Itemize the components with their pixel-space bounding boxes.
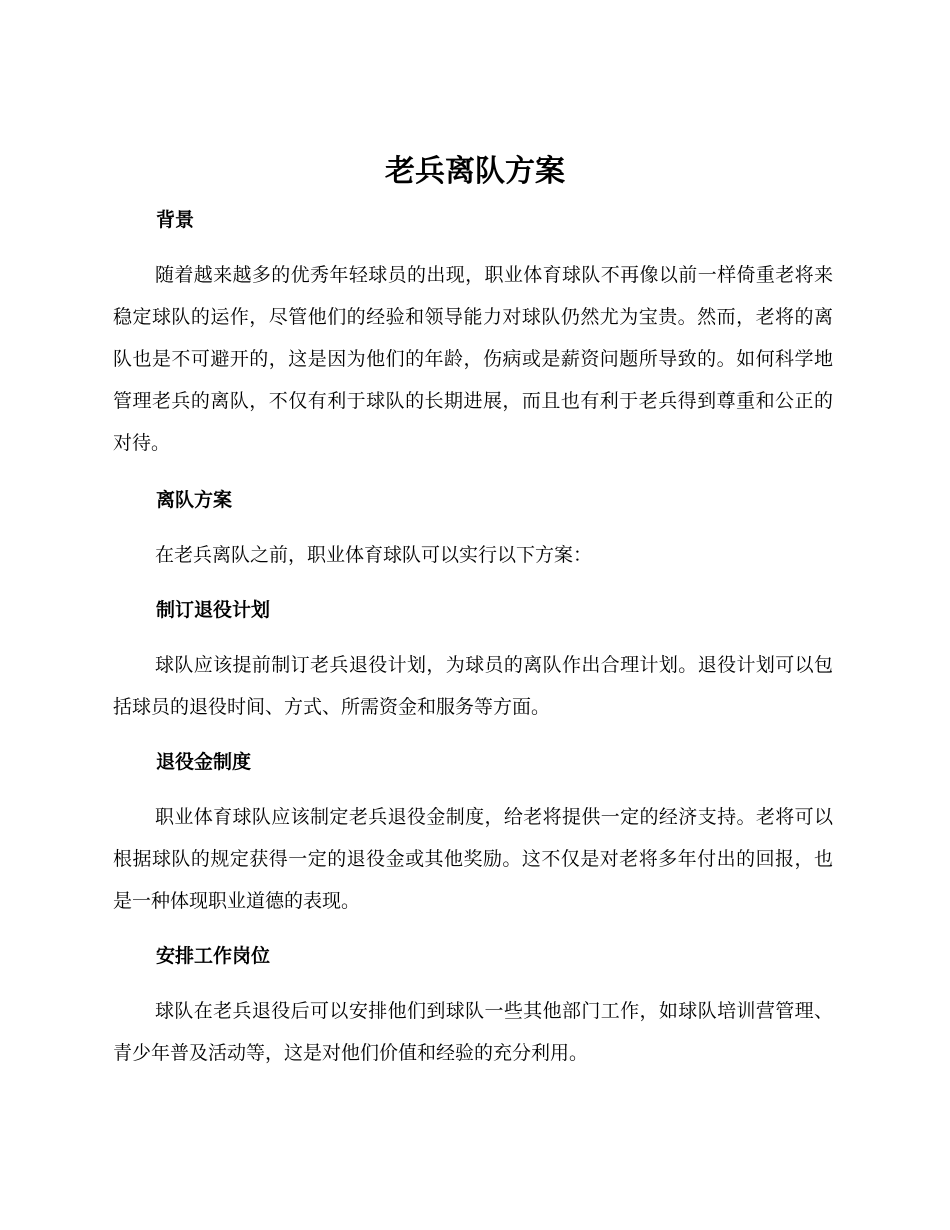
section-heading-pension-system: 退役金制度: [156, 751, 252, 773]
document-title: 老兵离队方案: [385, 154, 565, 189]
section-paragraph-departure-plan: 在老兵离队之前，职业体育球队可以实行以下方案：: [155, 544, 593, 566]
section-heading-job-placement: 安排工作岗位: [156, 945, 271, 967]
section-paragraph-job-placement: 球队在老兵退役后可以安排他们到球队一些其他部门工作，如球队培训营管理、青少年普及活动等，这是对他们价值和经验的充分利用。: [113, 1000, 833, 1064]
section-heading-retirement-plan: 制订退役计划: [156, 599, 271, 621]
section-paragraph-retirement-plan: 球队应该提前制订老兵退役计划，为球员的离队作出合理计划。退役计划可以包括球员的退役时间、方式、所需资金和服务等方面。: [113, 654, 833, 718]
section-paragraph-pension-system: 职业体育球队应该制定老兵退役金制度，给老将提供一定的经济支持。老将可以根据球队的规定获得一定的退役金或其他奖励。这不仅是对老将多年付出的回报，也是一种体现职业道德的表现。: [113, 806, 833, 912]
section-heading-departure-plan: 离队方案: [156, 489, 233, 511]
section-heading-background: 背景: [156, 209, 195, 231]
section-paragraph-background: 随着越来越多的优秀年轻球员的出现，职业体育球队不再像以前一样倚重老将来稳定球队的运作，尽管他们的经验和领导能力对球队仍然尤为宝贵。然而，老将的离队也是不可避开的，这是因为他们的年龄，伤病或是薪资问题所导致的。如何科学地管理老兵的离队，不仅有利于球队的长期进展，而且也有利于老兵得到尊重和公正的对待。: [113, 264, 833, 454]
